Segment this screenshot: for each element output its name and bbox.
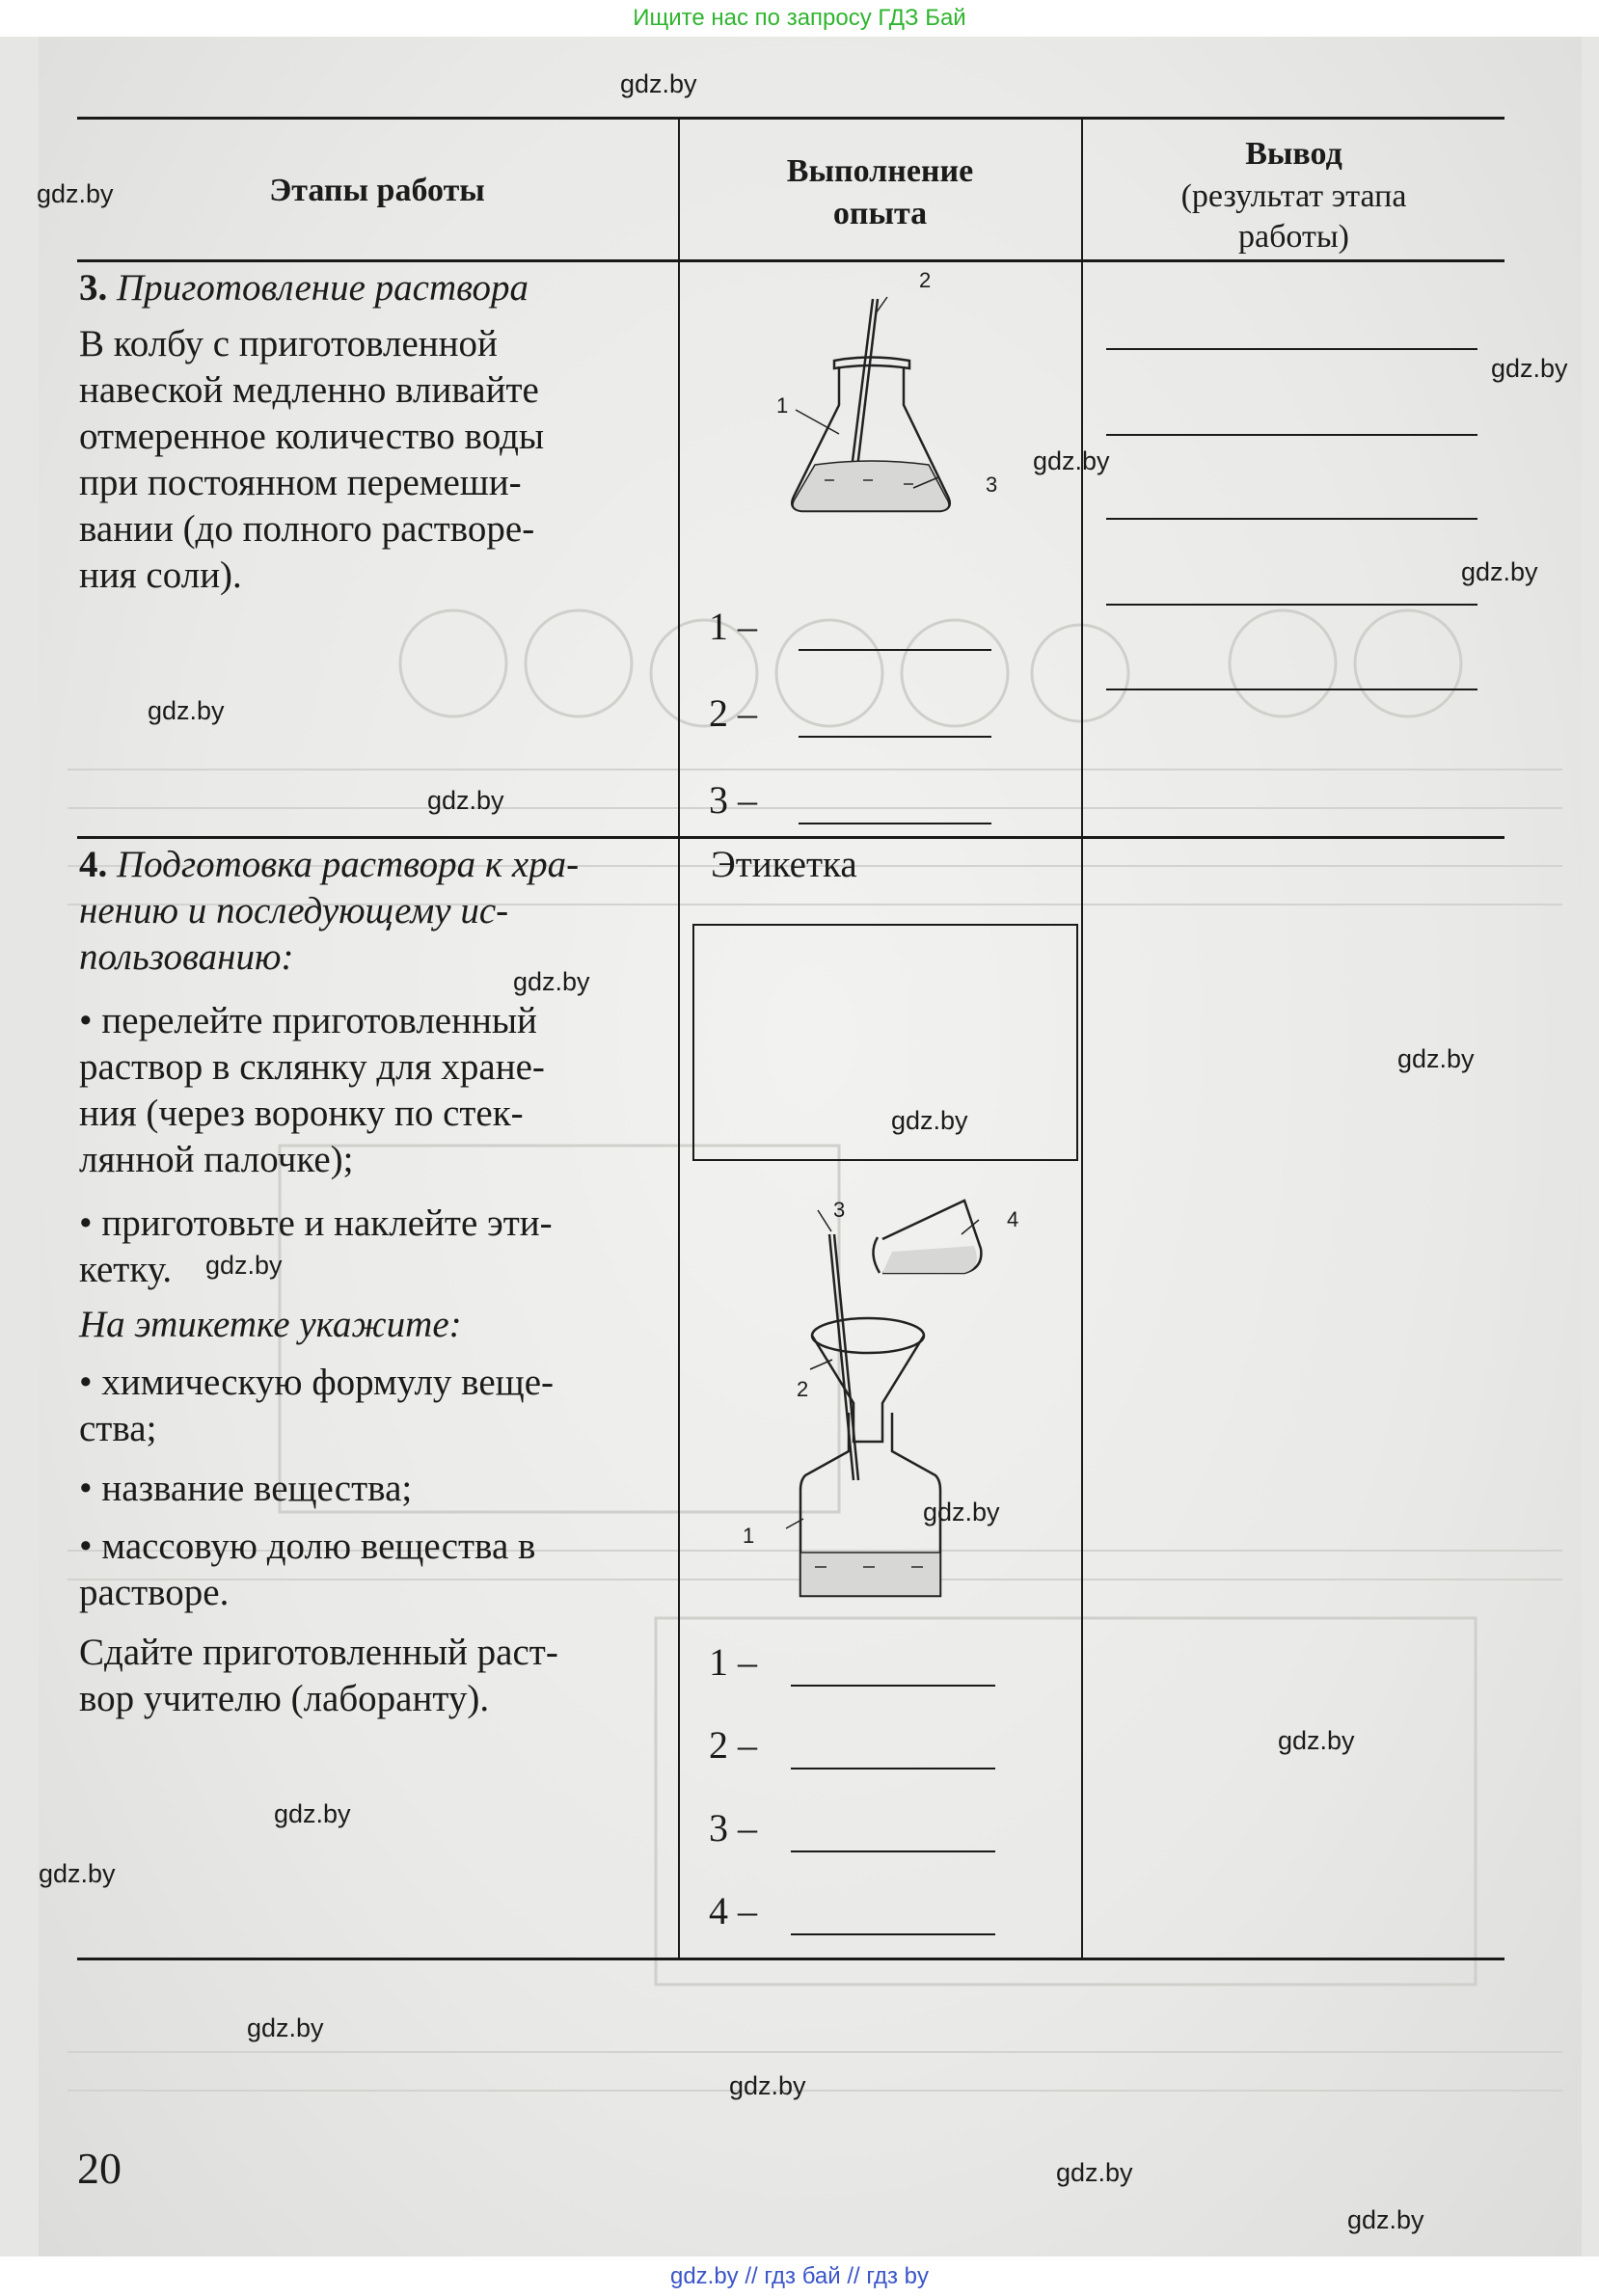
step4-bullet-1 — [79, 998, 677, 1183]
step4-title-line: пользованию: — [79, 936, 294, 978]
watermark: gdz.by — [148, 696, 225, 725]
watermark: gdz.by — [923, 1498, 1000, 1526]
bullet-line: • массовую долю вещества в — [79, 1526, 536, 1567]
pouring-label-4: 4 — [1007, 1207, 1019, 1231]
step4-answer-3: 3 – — [709, 1806, 757, 1850]
watermark: gdz.by — [247, 2013, 324, 2042]
step3-conclusion-line[interactable] — [1106, 518, 1477, 520]
final-line: вор учителю (лаборанту). — [79, 1678, 490, 1719]
pouring-label-1: 1 — [743, 1524, 755, 1548]
pouring-label-2: 2 — [797, 1377, 809, 1401]
step3-conclusion-line[interactable] — [1106, 604, 1477, 606]
table-top-rule — [77, 117, 1504, 120]
step3-conclusion-line[interactable] — [1106, 348, 1477, 350]
table-bottom-rule — [77, 1958, 1504, 1960]
watermark: gdz.by — [37, 179, 114, 208]
step3-answer-line[interactable] — [799, 649, 991, 651]
header-conclusion-line3: работы) — [1238, 219, 1349, 255]
bullet-line: • приготовьте и наклейте эти- — [79, 1202, 553, 1244]
header-stages: Этапы работы — [269, 173, 485, 208]
flask-label-2: 2 — [919, 268, 932, 292]
step3-conclusion-line[interactable] — [1106, 689, 1477, 690]
watermark: gdz.by — [513, 967, 590, 996]
watermark: gdz.by — [729, 2071, 806, 2100]
step3-conclusion-line[interactable] — [1106, 434, 1477, 436]
flask-label-1: 1 — [776, 393, 789, 418]
step4-title-line: Подготовка раствора к хра- — [117, 844, 580, 885]
step4-answer-2: 2 – — [709, 1723, 757, 1767]
watermark: gdz.by — [1056, 2158, 1133, 2187]
bullet-line: раствор в склянку для хране- — [79, 1046, 545, 1088]
bullet-line: ния (через воронку по стек- — [79, 1093, 524, 1134]
watermark: gdz.by — [891, 1106, 968, 1135]
step4-answer-line[interactable] — [791, 1768, 995, 1769]
step3-answer-1: 1 – — [709, 605, 757, 648]
watermark: gdz.by — [1461, 557, 1538, 586]
header-execution-line1: Выполнение — [786, 153, 974, 189]
step3-answer-line[interactable] — [799, 736, 991, 738]
step4-bullet-5 — [79, 1524, 677, 1616]
watermark: gdz.by — [1397, 1044, 1475, 1073]
step4-answer-line[interactable] — [791, 1933, 995, 1935]
label-title: Этикетка — [711, 844, 857, 885]
step4-title-line: нению и последующему ис- — [79, 890, 509, 932]
step4-answer-4: 4 – — [709, 1889, 757, 1932]
step3-answer-2: 2 – — [709, 691, 757, 735]
flask-figure — [680, 260, 1080, 588]
watermark: gdz.by — [1033, 446, 1110, 475]
watermark: gdz.by — [1278, 1726, 1355, 1755]
step3-heading — [79, 265, 677, 311]
step4-final — [79, 1630, 677, 1722]
bottom-banner-text: gdz.by // гдз бай // гдз by — [669, 2263, 930, 2289]
column-divider-2 — [1081, 117, 1083, 1959]
step4-number: 4. — [79, 844, 108, 885]
bullet-line: лянной палочке); — [79, 1139, 354, 1180]
step3-line: отмеренное количество воды — [79, 416, 545, 457]
bottom-banner — [0, 2256, 1599, 2296]
step4-bullet-4: • название вещества; — [79, 1468, 413, 1509]
step3-line: ния соли). — [79, 554, 242, 596]
step3-title: Приготовление раствора — [117, 267, 529, 309]
step3-line: вании (до полного растворе- — [79, 508, 535, 550]
page-number: 20 — [77, 2144, 122, 2193]
watermark: gdz.by — [427, 786, 504, 815]
step3-line: навеской медленно вливайте — [79, 369, 539, 411]
watermark: gdz.by — [620, 69, 697, 98]
step3-body — [79, 321, 677, 599]
watermark: gdz.by — [39, 1859, 116, 1888]
watermark: gdz.by — [1491, 354, 1568, 383]
header-execution-line2: опыта — [832, 196, 928, 231]
top-banner-text: Ищите нас по запросу ГДЗ Бай — [633, 5, 966, 31]
pouring-figure — [680, 1176, 1080, 1601]
step3-line: при постоянном перемеши- — [79, 462, 522, 503]
bullet-line: • перелейте приготовленный — [79, 1000, 537, 1041]
watermark: gdz.by — [274, 1799, 351, 1828]
step4-answer-line[interactable] — [791, 1850, 995, 1852]
step4-answer-1: 1 – — [709, 1640, 757, 1684]
bullet-line: • химическую формулу веще- — [79, 1362, 554, 1403]
step3-line: В колбу с приготовленной — [79, 323, 498, 365]
step4-bullet-3 — [79, 1360, 677, 1452]
label-box[interactable] — [692, 924, 1078, 1161]
step4-heading — [79, 842, 677, 981]
watermark: gdz.by — [205, 1251, 283, 1280]
step4-answer-line[interactable] — [791, 1685, 995, 1687]
bullet-line: ства; — [79, 1408, 157, 1449]
step4-bullet-2 — [79, 1201, 677, 1293]
final-line: Сдайте приготовленный раст- — [79, 1632, 558, 1673]
watermark: gdz.by — [1347, 2205, 1424, 2234]
header-conclusion-line1: Вывод — [1245, 136, 1342, 172]
step3-answer-3: 3 – — [709, 778, 757, 822]
bullet-line: кетку. — [79, 1249, 173, 1290]
flask-label-3: 3 — [986, 473, 998, 497]
label-intro: На этикетке укажите: — [79, 1304, 462, 1345]
top-banner — [0, 0, 1599, 37]
pouring-label-3: 3 — [833, 1198, 846, 1222]
bullet-line: растворе. — [79, 1572, 230, 1613]
step3-answer-line[interactable] — [799, 823, 991, 824]
step3-bottom-rule — [77, 836, 1504, 839]
header-conclusion-line2: (результат этапа — [1180, 178, 1407, 214]
step3-number: 3. — [79, 267, 108, 309]
